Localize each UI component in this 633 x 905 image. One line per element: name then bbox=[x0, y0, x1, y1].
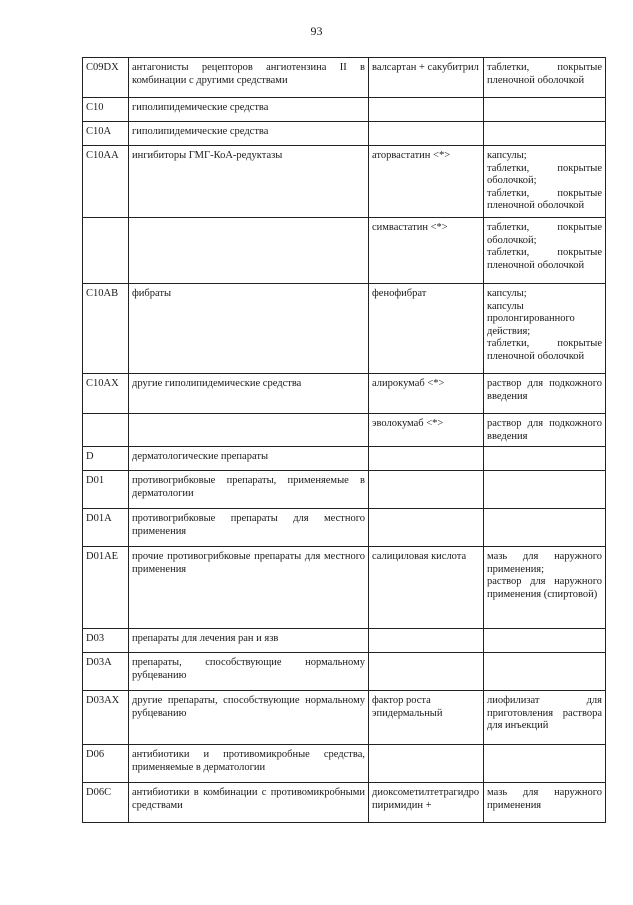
atc-group-cell: препараты для лечения ран и язв bbox=[129, 629, 369, 653]
atc-code-cell: C10AX bbox=[83, 374, 129, 414]
atc-group-cell bbox=[129, 218, 369, 284]
dosage-form-cell bbox=[484, 547, 606, 629]
atc-code-cell: C10AB bbox=[83, 284, 129, 374]
dosage-form-cell bbox=[484, 414, 606, 447]
table-row bbox=[83, 629, 606, 653]
table-row bbox=[83, 509, 606, 547]
drug-name-cell bbox=[369, 629, 484, 653]
table-row bbox=[83, 691, 606, 745]
dosage-form-cell bbox=[484, 509, 606, 547]
dosage-form-line: раствор для подкожного введения bbox=[487, 378, 602, 402]
dosage-form-cell bbox=[484, 745, 606, 783]
drug-name-cell bbox=[369, 122, 484, 146]
atc-group-cell: противогрибковые препараты, применяемые в дерматологии bbox=[129, 471, 369, 509]
atc-group-cell: антагонисты рецепторов ангиотензина II в комбинации с другими средствами bbox=[129, 58, 369, 98]
dosage-form-line: раствор для подкожного введения bbox=[487, 418, 602, 442]
drug-name-cell bbox=[369, 745, 484, 783]
table-row bbox=[83, 783, 606, 823]
table-body bbox=[83, 58, 606, 823]
drug-name-cell: симвастатин <*> bbox=[369, 218, 484, 284]
dosage-form-line: таблетки, покрытые пленочной оболочкой bbox=[487, 62, 602, 86]
atc-code-cell: D03AX bbox=[83, 691, 129, 745]
drug-name-cell: салициловая кислота bbox=[369, 547, 484, 629]
dosage-form-line: капсулы пролонгированного действия; bbox=[487, 300, 575, 337]
dosage-form-line: мазь для наружного применения; bbox=[487, 551, 602, 575]
atc-code-cell: C10A bbox=[83, 122, 129, 146]
page-number: 93 bbox=[310, 24, 323, 38]
dosage-form-cell bbox=[484, 374, 606, 414]
atc-group-cell bbox=[129, 414, 369, 447]
drug-name-cell: фактор роста эпидермальный bbox=[369, 691, 484, 745]
dosage-form-cell bbox=[484, 58, 606, 98]
table-row bbox=[83, 471, 606, 509]
drug-name-cell: диоксометилтетрагидропиримидин + bbox=[369, 783, 484, 823]
atc-group-cell: другие гиполипидемические средства bbox=[129, 374, 369, 414]
dosage-form-cell bbox=[484, 122, 606, 146]
table-row bbox=[83, 98, 606, 122]
dosage-form-cell bbox=[484, 98, 606, 122]
atc-code-cell: D bbox=[83, 447, 129, 471]
table-row bbox=[83, 653, 606, 691]
dosage-form-cell bbox=[484, 783, 606, 823]
dosage-form-line: таблетки, покрытые оболочкой; bbox=[487, 222, 602, 246]
atc-group-cell: другие препараты, способствующие нормальному рубцеванию bbox=[129, 691, 369, 745]
atc-group-cell: фибраты bbox=[129, 284, 369, 374]
atc-code-cell bbox=[83, 414, 129, 447]
dosage-form-line: таблетки, покрытые пленочной оболочкой bbox=[487, 338, 602, 362]
dosage-form-line: капсулы; bbox=[487, 288, 527, 299]
atc-group-cell: прочие противогрибковые препараты для местного применения bbox=[129, 547, 369, 629]
dosage-form-line: таблетки, покрытые пленочной оболочкой bbox=[487, 247, 602, 271]
drug-name-cell bbox=[369, 653, 484, 691]
dosage-form-line: капсулы; bbox=[487, 150, 527, 161]
drug-name-cell bbox=[369, 447, 484, 471]
drug-name-cell: фенофибрат bbox=[369, 284, 484, 374]
atc-group-cell: дерматологические препараты bbox=[129, 447, 369, 471]
atc-code-cell: C09DX bbox=[83, 58, 129, 98]
atc-code-cell: D01A bbox=[83, 509, 129, 547]
dosage-form-line: мазь для наружного применения bbox=[487, 787, 602, 811]
table-row bbox=[83, 218, 606, 284]
table-row bbox=[83, 447, 606, 471]
drug-name-cell: алирокумаб <*> bbox=[369, 374, 484, 414]
drug-classification-table bbox=[82, 57, 606, 823]
atc-group-cell: ингибиторы ГМГ-КоА-редуктазы bbox=[129, 146, 369, 218]
dosage-form-cell bbox=[484, 218, 606, 284]
dosage-form-cell bbox=[484, 653, 606, 691]
atc-code-cell: D01AE bbox=[83, 547, 129, 629]
table-row bbox=[83, 547, 606, 629]
atc-code-cell: D01 bbox=[83, 471, 129, 509]
dosage-form-line: таблетки, покрытые оболочкой; bbox=[487, 162, 602, 186]
table-row bbox=[83, 58, 606, 98]
atc-code-cell: D03A bbox=[83, 653, 129, 691]
dosage-form-cell bbox=[484, 629, 606, 653]
dosage-form-line: таблетки, покрытые пленочной оболочкой bbox=[487, 187, 602, 211]
table-row bbox=[83, 745, 606, 783]
atc-code-cell bbox=[83, 218, 129, 284]
dosage-form-cell bbox=[484, 691, 606, 745]
drug-name-cell bbox=[369, 98, 484, 122]
drug-name-cell bbox=[369, 471, 484, 509]
dosage-form-cell bbox=[484, 146, 606, 218]
dosage-form-line: раствор для наружного применения (спиртовой) bbox=[487, 576, 602, 600]
table-row bbox=[83, 414, 606, 447]
atc-group-cell: антибиотики в комбинации с противомикробными средствами bbox=[129, 783, 369, 823]
table-row bbox=[83, 146, 606, 218]
dosage-form-line: лиофилизат для приготовления раствора для инъекций bbox=[487, 695, 602, 731]
drug-name-cell: аторвастатин <*> bbox=[369, 146, 484, 218]
atc-group-cell: противогрибковые препараты для местного применения bbox=[129, 509, 369, 547]
table-row bbox=[83, 284, 606, 374]
atc-code-cell: C10 bbox=[83, 98, 129, 122]
atc-code-cell: C10AA bbox=[83, 146, 129, 218]
drug-name-cell: валсартан + сакубитрил bbox=[369, 58, 484, 98]
dosage-form-cell bbox=[484, 284, 606, 374]
atc-code-cell: D03 bbox=[83, 629, 129, 653]
table-row bbox=[83, 374, 606, 414]
atc-group-cell: гиполипидемические средства bbox=[129, 98, 369, 122]
atc-code-cell: D06 bbox=[83, 745, 129, 783]
atc-group-cell: гиполипидемические средства bbox=[129, 122, 369, 146]
table-row bbox=[83, 122, 606, 146]
dosage-form-cell bbox=[484, 471, 606, 509]
drug-name-cell: эволокумаб <*> bbox=[369, 414, 484, 447]
atc-group-cell: препараты, способствующие нормальному рубцеванию bbox=[129, 653, 369, 691]
atc-code-cell: D06C bbox=[83, 783, 129, 823]
atc-group-cell: антибиотики и противомикробные средства, применяемые в дерматологии bbox=[129, 745, 369, 783]
dosage-form-cell bbox=[484, 447, 606, 471]
drug-name-cell bbox=[369, 509, 484, 547]
